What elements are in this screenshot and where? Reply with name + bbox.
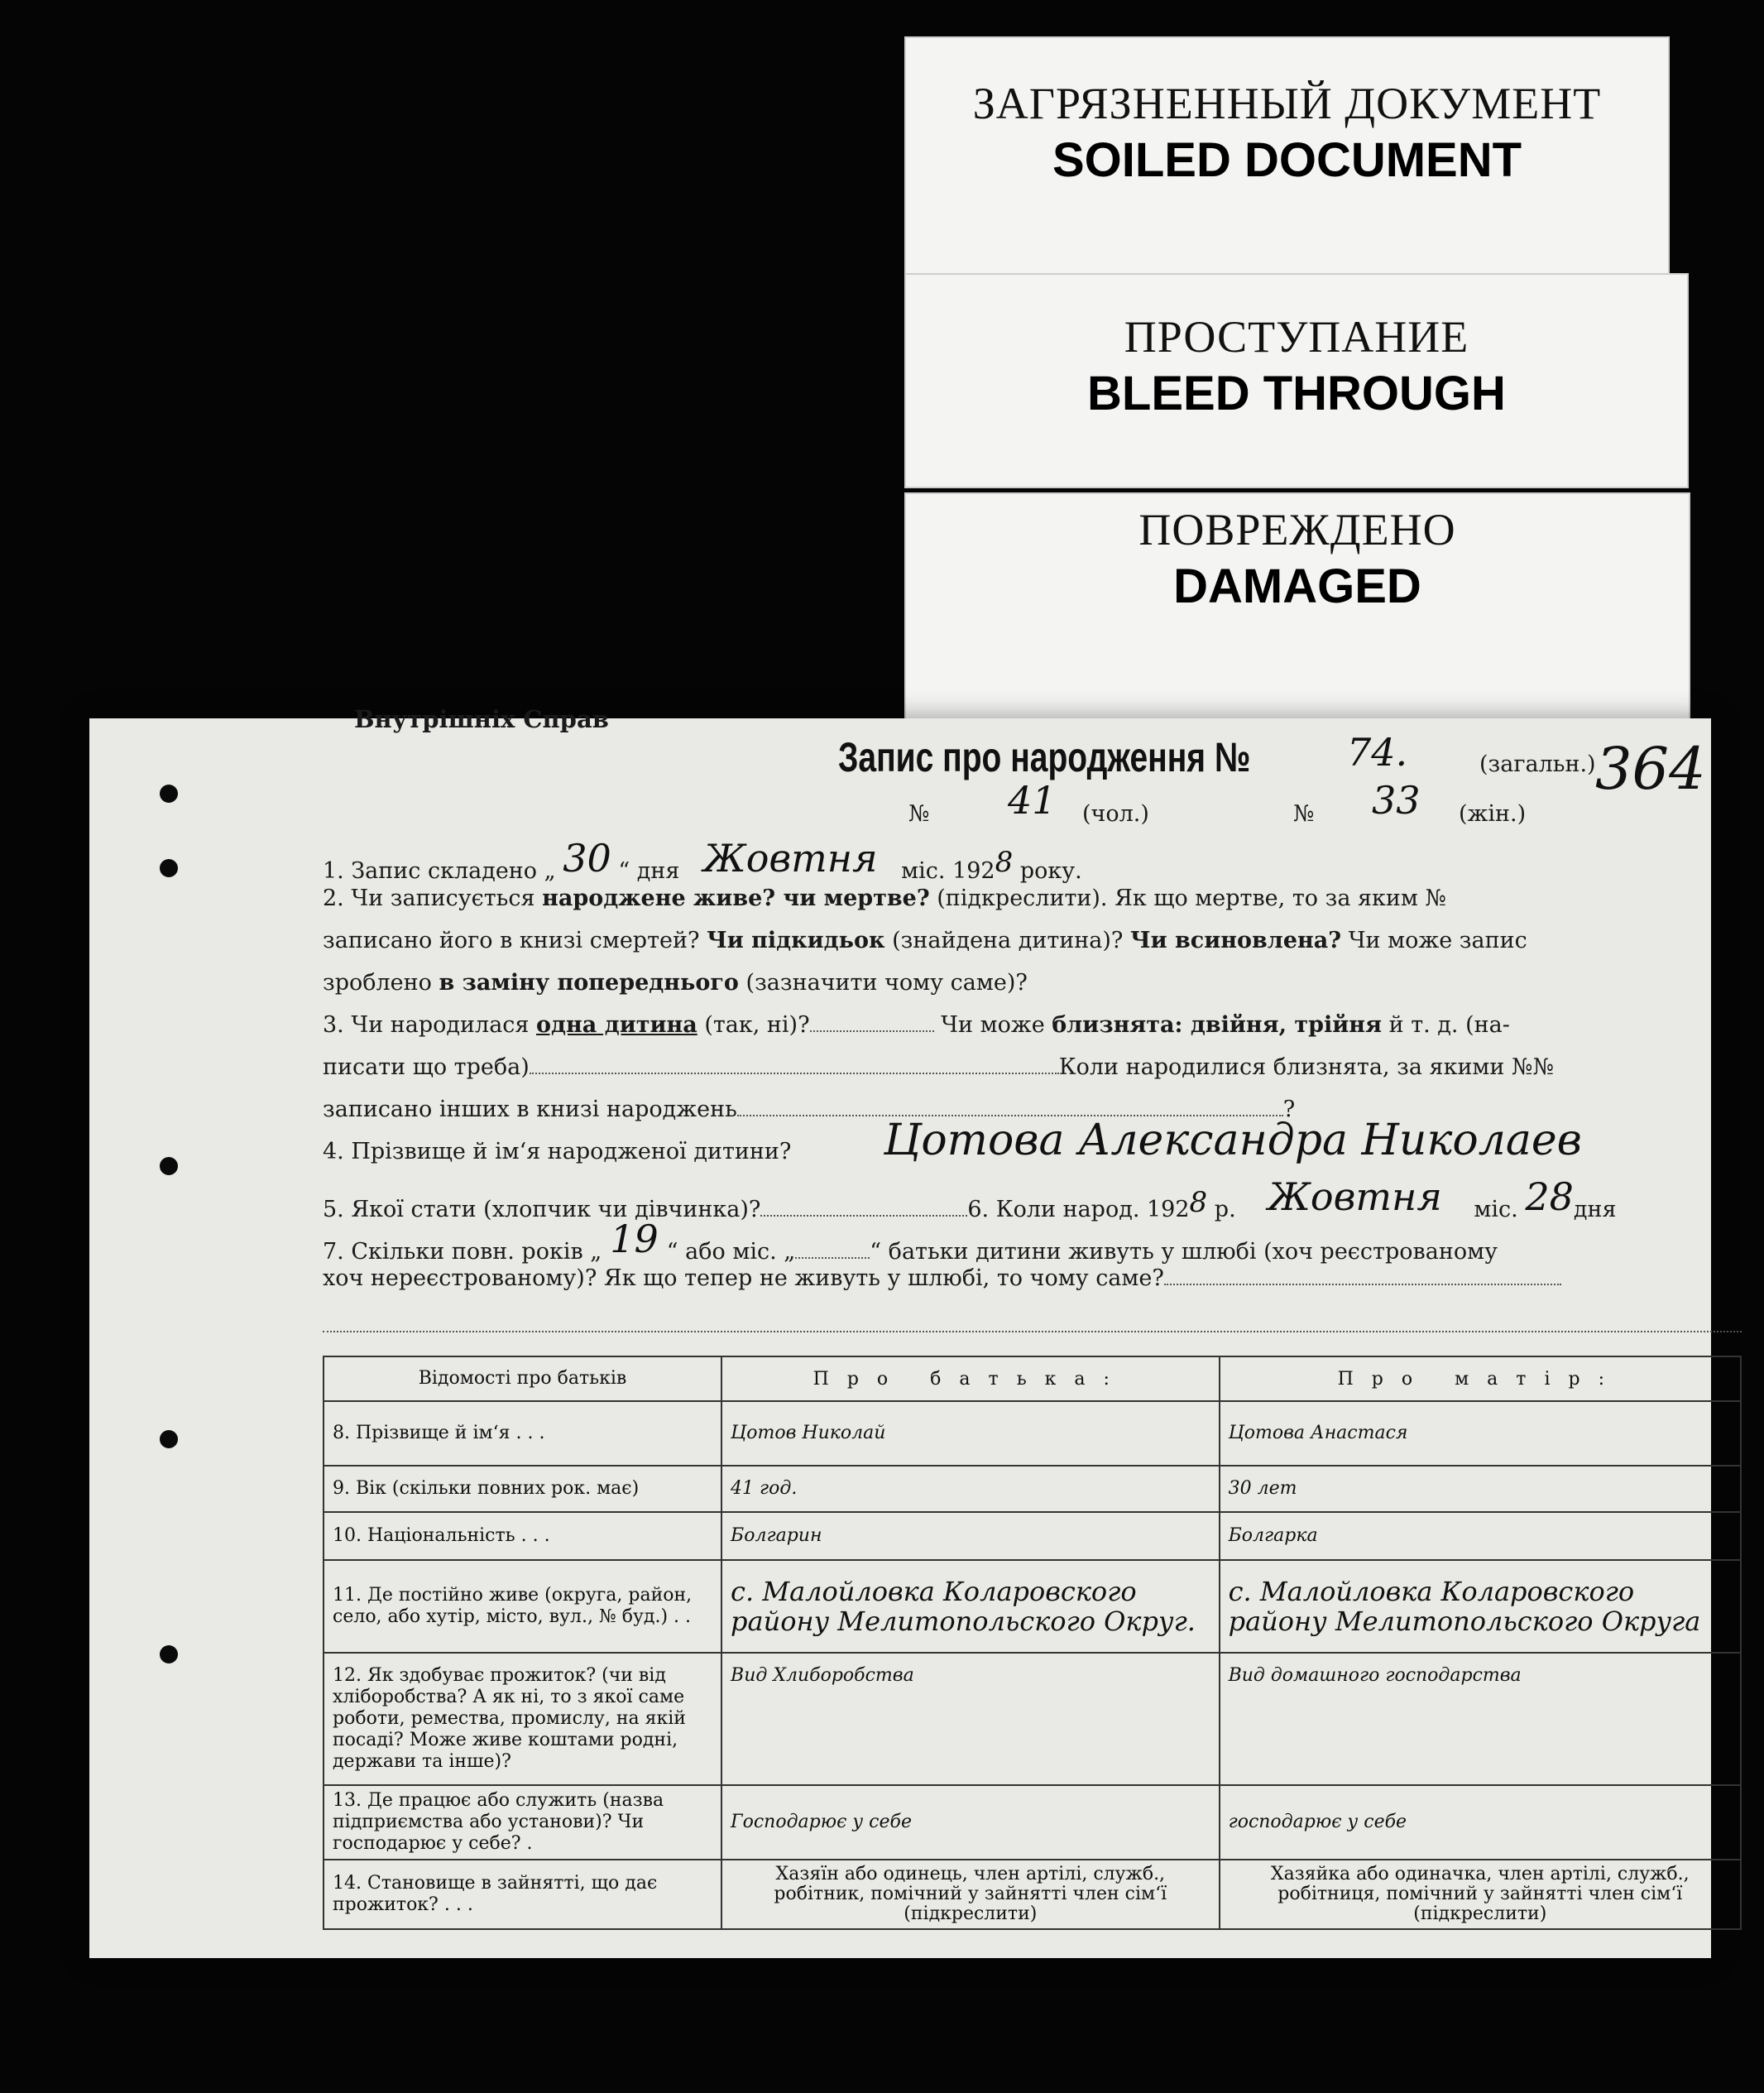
header-ministry: Внутрішніх Справ	[354, 705, 609, 733]
birth-day: 28	[1525, 1174, 1574, 1219]
line2b-text-b: (знайдена дитина)?	[884, 928, 1130, 953]
number-total: 74.	[1347, 730, 1408, 775]
no-sign-female: №	[1293, 801, 1315, 827]
line3a-bold2: близнята: двійня, трійня	[1052, 1012, 1383, 1038]
father-value: с. Малойловка Коларовского району Мелитопольского Округ.	[721, 1560, 1220, 1653]
father-value: Вид Хлиборобства	[721, 1653, 1220, 1785]
father-value: Болгарин	[721, 1512, 1220, 1560]
line3b-text: писати що треба)	[323, 1054, 530, 1080]
form-title: Запис про народження №	[838, 734, 1251, 780]
no-sign-male: №	[908, 801, 930, 827]
father-value: 41 год.	[721, 1466, 1220, 1512]
bleed-label-en: BLEED THROUGH	[1087, 367, 1506, 420]
line-2b	[323, 928, 1527, 953]
line-3b	[323, 1054, 1554, 1080]
line-7a	[323, 1217, 1498, 1268]
row-question: 8. Прізвище й ім‘я . . .	[324, 1401, 721, 1466]
line2b-bold1: Чи підкидьок	[707, 928, 885, 953]
line3a-text: 3. Чи народилася	[323, 1012, 537, 1038]
female-suffix: (жін.)	[1459, 801, 1527, 827]
total-suffix: (загальн.)	[1479, 751, 1596, 777]
row-question: 13. Де працює або служить (назва підприємства або установи)? Чи господарює у себе? .	[324, 1785, 721, 1860]
line-7b	[323, 1265, 1561, 1291]
father-occupation-status: Хазяїн або одинець, член артілі, служб., робітник, помічний у зайнятті член сім‘ї (підкреслити)	[721, 1860, 1220, 1929]
line6-label: 6. Коли народ. 192	[967, 1197, 1190, 1222]
record-month: Жовтня	[703, 836, 878, 881]
male-suffix: (чол.)	[1082, 801, 1149, 827]
line-5	[323, 1174, 1617, 1226]
damaged-label-ru: ПОВРЕЖДЕНО	[1138, 505, 1456, 554]
header-father: Про батька:	[721, 1356, 1220, 1401]
father-value: Цотов Николай	[721, 1401, 1220, 1466]
soiled-label-en: SOILED DOCUMENT	[1052, 133, 1522, 187]
punch-hole	[160, 1157, 178, 1175]
table-row	[324, 1466, 1741, 1512]
bleed-label-ru: ПРОСТУПАНИЕ	[1124, 312, 1469, 362]
line-2c	[323, 970, 1028, 996]
header-info: Відомості про батьків	[324, 1356, 721, 1401]
mother-value: Вид домашного господарства	[1220, 1653, 1741, 1785]
table-row	[324, 1401, 1741, 1466]
line2c-text: зроблено	[323, 970, 439, 996]
table-row	[324, 1785, 1741, 1860]
table-row	[324, 1653, 1741, 1785]
bleed-through-label	[904, 273, 1689, 488]
marriage-years: 19	[610, 1217, 659, 1261]
line3a-text-b: (так, ні)?	[697, 1012, 810, 1038]
line-3a	[323, 1012, 1510, 1038]
line2c-bold: в заміну попереднього	[439, 970, 739, 996]
row-question: 12. Як здобуває прожиток? (чи від хліборобства? А як ні, то з якої саме роботи, ремества, промислу, на якій посаді? Може живе коштами родні, держави та інше)?	[324, 1653, 721, 1785]
line-4	[323, 1139, 791, 1164]
mother-value: с. Малойловка Коларовского району Мелитопольского Округа	[1220, 1560, 1741, 1653]
mother-value: Цотова Анастася	[1220, 1401, 1741, 1466]
table-row	[324, 1860, 1741, 1929]
soiled-label-ru: ЗАГРЯЗНЕННЫЙ ДОКУМЕНТ	[972, 79, 1602, 128]
divider	[323, 1331, 1742, 1332]
table-header-row	[324, 1356, 1741, 1401]
line7b-label: хоч нереєстрованому)? Як що тепер не живуть у шлюбі, то чому саме?	[323, 1265, 1164, 1291]
damaged-label	[904, 492, 1690, 728]
punch-hole	[160, 1430, 178, 1448]
mother-occupation-status: Хазяйка або одиначка, член артілі, служб., робітниця, помічний у зайнятті член сім‘ї (підкреслити)	[1220, 1860, 1741, 1929]
line3c-text-b: ?	[1282, 1097, 1296, 1122]
line1-label-d: року.	[1019, 858, 1082, 884]
punch-hole	[160, 785, 178, 803]
line2a-bold: народжене живе? чи мертве?	[542, 886, 930, 911]
line2b-text: записано його в книзі смертей?	[323, 928, 707, 953]
birth-record-form	[89, 705, 1711, 1958]
row-question: 14. Становище в зайнятті, що дає прожиток? . . .	[324, 1860, 721, 1929]
line-2a	[323, 886, 1446, 911]
line5-label: 5. Якої стати (хлопчик чи дівчинка)?	[323, 1197, 761, 1222]
line3a-bold1: одна дитина	[536, 1012, 697, 1038]
number-male: 41	[1008, 778, 1057, 823]
line2a-text-b: (підкреслити). Як що мертве, то за яким №	[929, 886, 1447, 911]
line3a-text-c: Чи може	[933, 1012, 1052, 1038]
record-day: 30	[563, 836, 611, 881]
line1-label-a: 1. Запис складено „	[323, 858, 556, 884]
child-name: Цотова Александра Николаев	[884, 1116, 1582, 1165]
line7a-label-c: “ батьки дитини живуть у шлюбі (хоч реєстрованому	[870, 1239, 1498, 1265]
father-value: Господарює у себе	[721, 1785, 1220, 1860]
record-year-digit: 8	[995, 846, 1014, 879]
line7a-label: 7. Скільки повн. років „	[323, 1239, 602, 1265]
archive-number: 364	[1595, 735, 1706, 803]
line1-label-c: міс. 192	[901, 858, 995, 884]
line6-label-d: міс.	[1474, 1197, 1518, 1222]
punch-hole	[160, 859, 178, 877]
row-question: 11. Де постійно живе (округа, район, село, або хутір, місто, вул., № буд.) . .	[324, 1560, 721, 1653]
line3c-text: записано інших в книзі народжень	[323, 1097, 737, 1122]
row-question: 9. Вік (скільки повних рок. має)	[324, 1466, 721, 1512]
line2b-bold2: Чи всиновлена?	[1129, 928, 1342, 953]
line-1	[323, 836, 1082, 887]
mother-value: 30 лет	[1220, 1466, 1741, 1512]
soiled-document-label	[904, 36, 1670, 285]
line6-label-e: дня	[1573, 1197, 1617, 1222]
birth-month: Жовтня	[1268, 1174, 1442, 1219]
line4-label: 4. Прізвище й ім‘я народженої дитини?	[323, 1139, 792, 1164]
mother-value: Болгарка	[1220, 1512, 1741, 1560]
birth-year-digit: 8	[1189, 1186, 1208, 1219]
table-row	[324, 1512, 1741, 1560]
damaged-label-en: DAMAGED	[1173, 559, 1421, 613]
line7a-label-b: “ або міс. „	[666, 1239, 796, 1265]
table-row	[324, 1560, 1741, 1653]
line2b-text-c: Чи може запис	[1341, 928, 1527, 953]
line2a-text: 2. Чи записується	[323, 886, 543, 911]
header-mother: Про матір:	[1220, 1356, 1741, 1401]
line3a-text-d: й т. д. (на-	[1382, 1012, 1510, 1038]
row-question: 10. Національність . . .	[324, 1512, 721, 1560]
parents-table	[323, 1356, 1742, 1930]
mother-value: господарює у себе	[1220, 1785, 1741, 1860]
punch-hole	[160, 1645, 178, 1663]
line3b-text-b: Коли народилися близнята, за якими №№	[1058, 1054, 1555, 1080]
number-female: 33	[1372, 778, 1421, 823]
line2c-text-b: (зазначити чому саме)?	[738, 970, 1028, 996]
line6-label-c: р.	[1214, 1197, 1236, 1222]
line1-label-b: “ дня	[618, 858, 680, 884]
